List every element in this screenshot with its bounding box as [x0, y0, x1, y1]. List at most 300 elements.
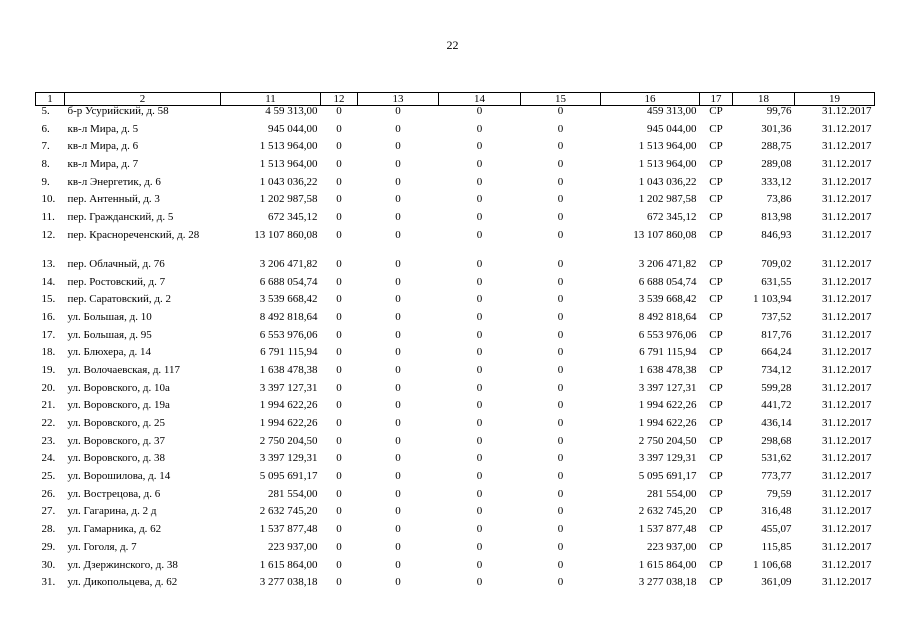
table-cell: 3 539 668,42 — [638, 294, 697, 306]
table-row — [36, 194, 875, 212]
table-cell: 0 — [336, 382, 342, 394]
table-cell: 1 513 964,00 — [638, 159, 697, 171]
table-cell: 17. — [41, 329, 56, 341]
table-cell: СР — [709, 435, 723, 447]
table-cell: СР — [709, 364, 723, 376]
table-cell: 0 — [336, 159, 342, 171]
table-row — [36, 177, 875, 195]
table-cell: 3 206 471,82 — [638, 258, 697, 270]
table-row — [36, 542, 875, 560]
table-cell: 1 043 036,22 — [638, 176, 697, 188]
table-cell: 0 — [476, 229, 483, 241]
table-cell: ул. Дикопольцева, д. 62 — [67, 577, 178, 589]
table-cell: 0 — [557, 541, 564, 553]
table-cell: СР — [709, 123, 723, 135]
table-cell: 0 — [557, 559, 564, 571]
table-cell: 2 750 204,50 — [638, 435, 697, 447]
table-cell: 0 — [395, 453, 401, 465]
table-cell: 0 — [395, 311, 401, 323]
column-header: 13 — [358, 93, 439, 106]
table-cell: 0 — [395, 541, 401, 553]
table-cell: пер. Антенный, д. 3 — [67, 194, 160, 206]
table-cell: 441,72 — [761, 400, 792, 412]
table-cell: 1 513 964,00 — [259, 159, 318, 171]
table-cell: 0 — [336, 559, 342, 571]
table-row — [36, 312, 875, 330]
table-cell: 2 750 204,50 — [259, 435, 318, 447]
table-cell: СР — [709, 559, 723, 571]
table-cell: СР — [709, 453, 723, 465]
table-cell: ул. Воровского, д. 19а — [67, 400, 170, 412]
table-cell: 0 — [336, 194, 342, 206]
table-cell: 31.12.2017 — [822, 123, 872, 135]
table-cell: 31.12.2017 — [822, 212, 872, 224]
table-cell: 734,12 — [761, 364, 792, 376]
table-cell: 289,08 — [761, 159, 792, 171]
table-cell: 223 937,00 — [647, 541, 697, 553]
table-cell: 31.12.2017 — [822, 364, 872, 376]
table-cell: 3 397 129,31 — [259, 453, 318, 465]
table-cell: 0 — [395, 488, 401, 500]
table-cell: 0 — [476, 400, 483, 412]
table-cell: ул. Гамарника, д. 62 — [67, 524, 162, 536]
table-row — [36, 471, 875, 489]
table-cell: 0 — [395, 159, 401, 171]
table-cell: ул. Блюхера, д. 14 — [67, 347, 152, 359]
table-row — [36, 453, 875, 471]
table-cell: 0 — [395, 212, 401, 224]
table-cell: 0 — [336, 471, 342, 483]
table-cell: 79,59 — [766, 488, 792, 500]
table-cell: 0 — [476, 559, 483, 571]
table-cell: 20. — [41, 382, 56, 394]
table-cell: 333,12 — [761, 176, 792, 188]
table-cell: 0 — [476, 194, 483, 206]
table-cell: 0 — [336, 347, 342, 359]
table-cell: 31.12.2017 — [822, 435, 872, 447]
table-cell: 5 095 691,17 — [638, 471, 697, 483]
table-cell: 1 202 987,58 — [259, 194, 318, 206]
table-cell: 0 — [336, 105, 342, 117]
table-cell: 14. — [41, 276, 56, 288]
table-cell: 0 — [476, 176, 483, 188]
table-row — [36, 330, 875, 348]
table-cell: 31.12.2017 — [822, 105, 872, 117]
table-cell: 0 — [557, 506, 564, 518]
table-cell: 31.12.2017 — [822, 159, 872, 171]
table-cell: 0 — [557, 212, 564, 224]
table-cell: 1 513 964,00 — [259, 141, 318, 153]
table-row — [36, 159, 875, 177]
table-row — [36, 524, 875, 542]
table-cell: ул. Вострецова, д. 6 — [67, 488, 161, 500]
table-cell: 1 994 622,26 — [259, 418, 318, 429]
table-cell: кв-л Мира, д. 6 — [67, 141, 139, 153]
table-cell: 0 — [476, 541, 483, 553]
table-cell: 672 345,12 — [647, 212, 697, 224]
table-cell: 0 — [476, 141, 483, 153]
column-header: 14 — [439, 93, 521, 106]
table-cell: 22. — [41, 418, 56, 429]
table-cell: 0 — [557, 229, 564, 241]
table-cell: 6 553 976,06 — [638, 329, 697, 341]
table-cell: 0 — [395, 276, 401, 288]
table-cell: СР — [709, 176, 723, 188]
table-cell: 945 044,00 — [268, 123, 318, 135]
table-cell: 0 — [557, 577, 564, 589]
table-cell: 0 — [557, 311, 564, 323]
table-cell: 0 — [557, 159, 564, 171]
table-cell: 1 043 036,22 — [259, 176, 318, 188]
table-cell: 0 — [395, 506, 401, 518]
table-cell: 1 513 964,00 — [638, 141, 697, 153]
table-cell: СР — [709, 506, 723, 518]
table-cell: 0 — [476, 453, 483, 465]
table-row — [36, 277, 875, 295]
table-cell: 0 — [395, 559, 401, 571]
table-cell: 31.12.2017 — [822, 194, 872, 206]
table-cell: 11. — [41, 212, 55, 224]
column-header: 16 — [601, 93, 700, 106]
table-cell: 945 044,00 — [647, 123, 697, 135]
table-cell: 0 — [476, 347, 483, 359]
table-cell: 631,55 — [761, 276, 792, 288]
table-cell: 664,24 — [761, 347, 792, 359]
table-cell: 0 — [336, 176, 342, 188]
table-cell: ул. Большая, д. 10 — [67, 311, 152, 323]
table-cell: 0 — [336, 506, 342, 518]
table-cell: СР — [709, 524, 723, 536]
table-row — [36, 365, 875, 383]
table-cell: СР — [709, 541, 723, 553]
table-cell: 459 313,00 — [647, 105, 697, 117]
table-cell: 18. — [41, 347, 56, 359]
table-cell: 0 — [476, 258, 483, 270]
table-row — [36, 347, 875, 365]
table-cell: 223 937,00 — [268, 541, 318, 553]
table-cell: кв-л Энергетик, д. 6 — [67, 176, 161, 188]
table-cell: 0 — [336, 400, 342, 412]
table-cell: 13 107 860,08 — [254, 229, 318, 241]
table-cell: 0 — [557, 364, 564, 376]
table-cell: 31.12.2017 — [822, 559, 872, 571]
table-cell: 31.12.2017 — [822, 524, 872, 536]
table-cell: 1 537 877,48 — [259, 524, 318, 536]
table-cell: 0 — [336, 329, 342, 341]
table-cell: 21. — [41, 400, 56, 412]
table-cell: 1 106,68 — [753, 559, 792, 571]
table-cell: 31.12.2017 — [822, 577, 872, 589]
table-cell: 0 — [395, 400, 401, 412]
table-cell: 0 — [336, 524, 342, 536]
table-cell: ул. Гагарина, д. 2 д — [67, 506, 157, 518]
table-cell: кв-л Мира, д. 7 — [67, 159, 139, 171]
table-cell: 0 — [336, 364, 342, 376]
table-cell: 1 638 478,38 — [259, 364, 318, 376]
table-cell: 0 — [476, 105, 483, 117]
table-cell: 0 — [476, 212, 483, 224]
table-row — [36, 294, 875, 312]
table-row — [36, 418, 875, 436]
table-cell: 1 615 864,00 — [259, 559, 318, 571]
table-cell: 10. — [41, 194, 56, 206]
table-cell: 4 59 313,00 — [265, 105, 318, 117]
table-cell: 672 345,12 — [268, 212, 318, 224]
table-cell: 0 — [557, 524, 564, 536]
table-cell: 0 — [557, 471, 564, 483]
table-cell: 31.12.2017 — [822, 453, 872, 465]
table-cell: 12. — [41, 229, 56, 241]
table-cell: 0 — [557, 453, 564, 465]
table-cell: 8. — [41, 159, 50, 171]
table-body — [36, 106, 875, 595]
table-cell: СР — [709, 294, 723, 306]
table-cell: СР — [709, 329, 723, 341]
column-header: 12 — [321, 93, 358, 106]
table-row — [36, 436, 875, 454]
table-cell: 31.12.2017 — [822, 229, 872, 241]
table-cell: 0 — [395, 471, 401, 483]
table-cell: 1 994 622,26 — [638, 418, 697, 429]
table-cell: 29. — [41, 541, 56, 553]
table-cell: СР — [709, 229, 723, 241]
table-cell: 0 — [395, 329, 401, 341]
table-cell: ул. Воровского, д. 25 — [67, 418, 165, 429]
table-cell: 281 554,00 — [647, 488, 697, 500]
table-cell: 0 — [395, 294, 401, 306]
table-cell: 0 — [557, 141, 564, 153]
table-cell: 3 206 471,82 — [259, 258, 318, 270]
table-cell: 1 994 622,26 — [638, 400, 697, 412]
table-cell: СР — [709, 141, 723, 153]
table-cell: 0 — [557, 329, 564, 341]
table-cell: 737,52 — [761, 311, 792, 323]
table-cell: 0 — [336, 123, 342, 135]
table-cell: ул. Волочаевская, д. 117 — [67, 364, 181, 376]
table-cell: 531,62 — [761, 453, 792, 465]
table-cell: 0 — [395, 258, 401, 270]
table-cell: 0 — [557, 123, 564, 135]
table-cell: 0 — [395, 141, 401, 153]
table-cell: 15. — [41, 294, 56, 306]
table-cell: пер. Ростовский, д. 7 — [67, 276, 166, 288]
table-cell: 0 — [476, 506, 483, 518]
table-cell: 813,98 — [761, 212, 792, 224]
table-cell: СР — [709, 418, 723, 429]
table-cell: 0 — [395, 123, 401, 135]
table-cell: 28. — [41, 524, 56, 536]
table-cell: 9. — [41, 176, 50, 188]
column-header: 19 — [795, 93, 875, 106]
table-cell: 0 — [476, 471, 483, 483]
table-cell: 0 — [395, 418, 401, 429]
table-cell: СР — [709, 347, 723, 359]
table-cell: 0 — [336, 435, 342, 447]
table-cell: 3 397 127,31 — [259, 382, 318, 394]
table-row — [36, 489, 875, 507]
table-cell: 1 994 622,26 — [259, 400, 318, 412]
table-cell: 0 — [476, 435, 483, 447]
table-cell: пер. Саратовский, д. 2 — [67, 294, 171, 306]
table-row — [36, 383, 875, 401]
table-cell: 0 — [557, 276, 564, 288]
table-cell: пер. Краснореченский, д. 28 — [67, 229, 200, 241]
table-cell: 0 — [395, 105, 401, 117]
table-cell: 0 — [336, 276, 342, 288]
table-row — [36, 230, 875, 259]
table-cell: 0 — [336, 418, 342, 429]
table-cell: 0 — [476, 364, 483, 376]
table-cell: 6 791 115,94 — [260, 347, 318, 359]
column-header: 2 — [65, 93, 221, 106]
table-cell: 2 632 745,20 — [638, 506, 697, 518]
table-cell: 27. — [41, 506, 56, 518]
table-cell: ул. Воровского, д. 37 — [67, 435, 165, 447]
table-cell: 301,36 — [761, 123, 792, 135]
table-cell: 5 095 691,17 — [259, 471, 318, 483]
table-cell: 31. — [41, 577, 56, 589]
table-cell: 6 791 115,94 — [639, 347, 697, 359]
table-cell: 0 — [395, 577, 401, 589]
table-cell: 23. — [41, 435, 56, 447]
table-cell: 31.12.2017 — [822, 329, 872, 341]
table-cell: 3 397 129,31 — [638, 453, 697, 465]
table-cell: ул. Воровского, д. 10а — [67, 382, 170, 394]
table-cell: 13. — [41, 258, 56, 270]
table-cell: 31.12.2017 — [822, 382, 872, 394]
table-cell: 0 — [476, 159, 483, 171]
table-cell: 0 — [336, 577, 342, 589]
table-cell: 0 — [395, 524, 401, 536]
table-cell: 31.12.2017 — [822, 347, 872, 359]
table-cell: 0 — [395, 229, 401, 241]
column-header: 18 — [733, 93, 795, 106]
table-cell: 73,86 — [766, 194, 792, 206]
table-cell: ул. Гоголя, д. 7 — [67, 541, 137, 553]
table-cell: 31.12.2017 — [822, 418, 872, 429]
table-cell: 0 — [395, 194, 401, 206]
table-cell: 6. — [41, 123, 50, 135]
table-cell: СР — [709, 382, 723, 394]
table-cell: 5. — [41, 105, 50, 117]
table-cell: СР — [709, 258, 723, 270]
table-cell: СР — [709, 400, 723, 412]
table-cell: пер. Гражданский, д. 5 — [67, 212, 174, 224]
table-cell: 0 — [557, 400, 564, 412]
table-cell: 2 632 745,20 — [259, 506, 318, 518]
table-cell: 0 — [557, 105, 564, 117]
table-cell: 0 — [476, 382, 483, 394]
table-cell: 0 — [557, 488, 564, 500]
table-cell: 0 — [395, 347, 401, 359]
table-cell: 316,48 — [761, 506, 792, 518]
table-cell: 8 492 818,64 — [638, 311, 697, 323]
table-cell: 3 277 038,18 — [259, 577, 318, 589]
table-cell: 0 — [476, 524, 483, 536]
table-cell: 0 — [476, 418, 483, 429]
table-cell: 31.12.2017 — [822, 488, 872, 500]
table-cell: 3 539 668,42 — [259, 294, 318, 306]
table-cell: 599,28 — [761, 382, 792, 394]
table-cell: 1 537 877,48 — [638, 524, 697, 536]
table-cell: 31.12.2017 — [822, 311, 872, 323]
table-cell: 25. — [41, 471, 56, 483]
table-cell: 19. — [41, 364, 56, 376]
table-cell: 0 — [557, 294, 564, 306]
table-cell: ул. Ворошилова, д. 14 — [67, 471, 171, 483]
table-row — [36, 212, 875, 230]
table-cell: 0 — [476, 577, 483, 589]
table-cell: 0 — [476, 276, 483, 288]
table-cell: 298,68 — [761, 435, 792, 447]
column-header: 11 — [221, 93, 321, 106]
column-header: 17 — [700, 93, 733, 106]
table-cell: б-р Усурийский, д. 58 — [67, 105, 169, 117]
table-cell: 773,77 — [761, 471, 792, 483]
table-cell: 0 — [336, 212, 342, 224]
table-row — [36, 560, 875, 578]
data-table — [35, 92, 875, 595]
table-cell: 0 — [557, 382, 564, 394]
table-cell: 8 492 818,64 — [259, 311, 318, 323]
table-cell: пер. Облачный, д. 76 — [67, 258, 165, 270]
table-row — [36, 577, 875, 595]
table-cell: 0 — [336, 229, 342, 241]
column-header: 15 — [521, 93, 601, 106]
column-header: 1 — [36, 93, 65, 106]
table-cell: 0 — [395, 382, 401, 394]
table-cell: 817,76 — [761, 329, 792, 341]
table-cell: 1 202 987,58 — [638, 194, 697, 206]
table-cell: 24. — [41, 453, 56, 465]
table-cell: 0 — [336, 294, 342, 306]
table-cell: СР — [709, 471, 723, 483]
table-cell: 7. — [41, 141, 50, 153]
table-cell: 99,76 — [766, 105, 792, 117]
table-cell: 0 — [395, 435, 401, 447]
table-cell: ул. Большая, д. 95 — [67, 329, 152, 341]
table-cell: 0 — [336, 488, 342, 500]
table-cell: 31.12.2017 — [822, 176, 872, 188]
table-cell: 0 — [336, 258, 342, 270]
table-cell: СР — [709, 488, 723, 500]
table-cell: СР — [709, 105, 723, 117]
table-cell: 6 688 054,74 — [638, 276, 697, 288]
table-cell: 0 — [476, 488, 483, 500]
table-cell: 0 — [336, 453, 342, 465]
table-cell: 31.12.2017 — [822, 506, 872, 518]
table-cell: 31.12.2017 — [822, 294, 872, 306]
table-cell: 115,85 — [761, 541, 792, 553]
table-cell: 31.12.2017 — [822, 276, 872, 288]
table-cell: 436,14 — [761, 418, 792, 429]
table-cell: 0 — [395, 364, 401, 376]
table-cell: 288,75 — [761, 141, 792, 153]
table-cell: ул. Дзержинского, д. 38 — [67, 559, 178, 571]
table-cell: 0 — [336, 541, 342, 553]
table-cell: 846,93 — [761, 229, 792, 241]
table-cell: 0 — [557, 258, 564, 270]
table-cell: 1 103,94 — [753, 294, 792, 306]
table-cell: СР — [709, 577, 723, 589]
table-row — [36, 506, 875, 524]
table-cell: 0 — [476, 123, 483, 135]
table-cell: СР — [709, 276, 723, 288]
table-cell: 361,09 — [761, 577, 792, 589]
table-cell: 30. — [41, 559, 56, 571]
table-cell: 1 638 478,38 — [638, 364, 697, 376]
table-cell: СР — [709, 212, 723, 224]
